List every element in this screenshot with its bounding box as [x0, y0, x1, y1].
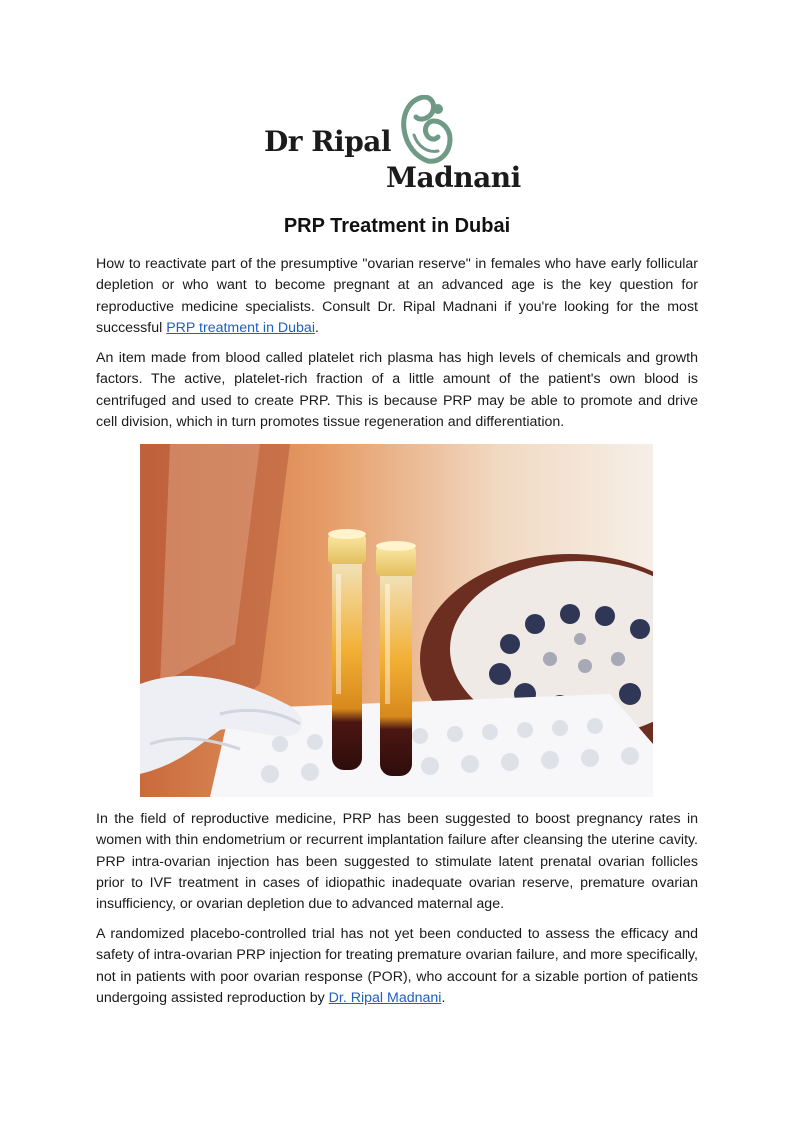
mother-child-icon	[394, 95, 456, 167]
paragraph-intro	[96, 254, 698, 339]
paragraph-trial-text: A randomized placebo-controlled trial has not yet been conducted to assess the efficacy and safety of intra-ovarian PRP injection for treating premature ovarian failure, and more specifically, not in patients with poor ovarian response (POR), who account for a sizable portion of patients undergoing assisted reproduction by	[96, 926, 698, 1006]
paragraph-reproductive-medicine: In the field of reproductive medicine, PRP has been suggested to boost pregnancy rates in women with thin endometrium or recurrent implantation failure after cleansing the uterine cavity. PRP intra-ovarian injection has been suggested to stimulate latent prenatal ovarian follicles prior to IVF treatment in cases of idiopathic inadequate ovarian reserve, premature ovarian insufficiency, or ovarian depletion due to advanced maternal age.	[96, 811, 698, 913]
brand-logo	[262, 95, 527, 195]
paragraph-prp-definition: An item made from blood called platelet rich plasma has high levels of chemicals and growth factors. The active, platelet-rich fraction of a little amount of the patient's own blood is centrifuged and used to create PRP. This is because PRP may be able to promote and drive cell division, which in turn promotes tissue regeneration and differentiation.	[96, 350, 698, 430]
paragraph-intro-text: How to reactivate part of the presumptive "ovarian reserve" in females who have early follicular depletion or who want to become pregnant at an advanced age is the key question for reproductive medicine specialists. Consult Dr. Ripal Madnani if you're looking for the most successful	[96, 256, 698, 336]
dr-ripal-madnani-link[interactable]: Dr. Ripal Madnani	[328, 989, 442, 1006]
page-title: PRP Treatment in Dubai	[283, 215, 511, 237]
logo-text-line2: Madnani	[386, 161, 521, 194]
paragraph-trial-end: .	[441, 989, 446, 1006]
paragraph-trial	[96, 924, 698, 1009]
logo-text-line1: Dr Ripal	[264, 125, 392, 158]
prp-treatment-link[interactable]: PRP treatment in Dubai	[166, 319, 315, 336]
paragraph-intro-end: .	[314, 319, 319, 336]
prp-tubes-photo	[140, 444, 653, 797]
